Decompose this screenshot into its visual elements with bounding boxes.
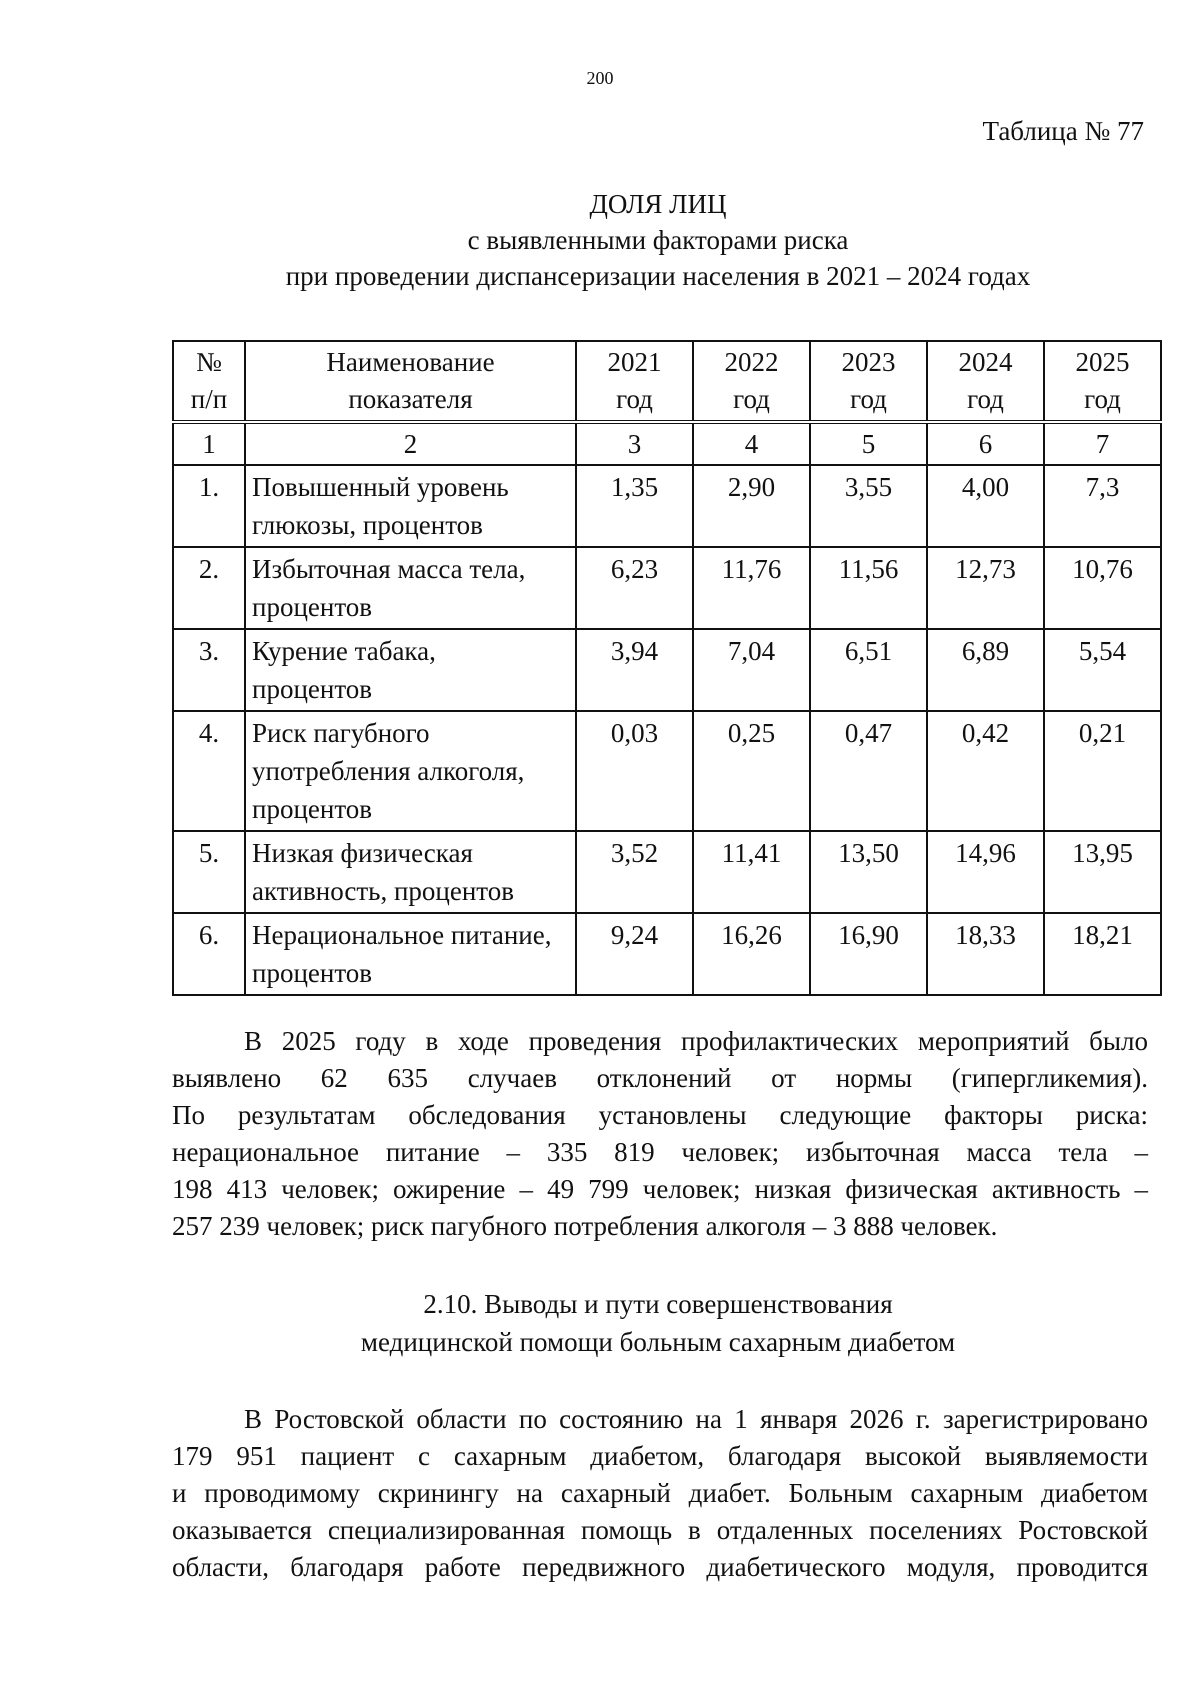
column-number-cell: 5	[810, 422, 927, 465]
value-cell: 2,90	[693, 465, 810, 547]
value-cell: 0,42	[927, 711, 1044, 831]
paragraph-line: В Ростовской области по состоянию на 1 января 2026 г. зарегистрировано	[244, 1404, 1148, 1434]
value-cell: 0,21	[1044, 711, 1161, 831]
value-cell: 0,03	[576, 711, 693, 831]
risk-factors-table	[172, 340, 1162, 996]
paragraph-line: области, благодаря работе передвижного диабетического модуля, проводится	[172, 1552, 1148, 1582]
value-cell: 14,96	[927, 831, 1044, 913]
value-cell: 3,52	[576, 831, 693, 913]
indicator-name-line: активность, процентов	[252, 876, 514, 906]
indicator-name-line: употребления алкоголя,	[252, 756, 525, 786]
header-cell: 2024 год	[927, 341, 1044, 422]
paragraph-line: По результатам обследования установлены следующие факторы риска:	[172, 1100, 1148, 1130]
table-caption: Таблица № 77	[982, 116, 1144, 146]
indicator-name-line: процентов	[252, 674, 373, 704]
value-cell: 6,51	[810, 629, 927, 711]
paragraph-line: 257 239 человек; риск пагубного потребления алкоголя – 3 888 человек.	[172, 1211, 998, 1241]
column-number-cell: 2	[245, 422, 576, 465]
column-number-row	[173, 422, 1161, 465]
table-row	[173, 547, 1161, 629]
column-number-cell: 1	[173, 422, 245, 465]
table-title-line: с выявленными факторами риска	[467, 225, 849, 255]
column-number-cell: 3	[576, 422, 693, 465]
table-row	[173, 629, 1161, 711]
indicator-name-line: Повышенный уровень	[252, 472, 509, 502]
value-cell: 16,90	[810, 913, 927, 995]
table-row	[173, 913, 1161, 995]
indicator-name-line: Курение табака,	[252, 636, 436, 666]
indicator-name-line: Нерациональное питание,	[252, 920, 552, 950]
paragraph-line: оказывается специализированная помощь в отдаленных поселениях Ростовской	[172, 1515, 1148, 1545]
value-cell: 6,23	[576, 547, 693, 629]
value-cell: 18,21	[1044, 913, 1161, 995]
indicator-name-line: Риск пагубного	[252, 718, 430, 748]
value-cell: 7,04	[693, 629, 810, 711]
header-cell: Наименование показателя	[245, 341, 576, 422]
value-cell: 4,00	[927, 465, 1044, 547]
header-cell: 2021 год	[576, 341, 693, 422]
row-number-cell: 5.	[173, 831, 245, 913]
table-header-row	[173, 341, 1161, 422]
table-title-line: при проведении диспансеризации населения в 2021 – 2024 годах	[285, 261, 1031, 291]
value-cell: 3,94	[576, 629, 693, 711]
indicator-name-line: процентов	[252, 592, 373, 622]
header-cell: 2023 год	[810, 341, 927, 422]
table-title	[158, 186, 1158, 294]
row-number-cell: 3.	[173, 629, 245, 711]
table-row	[173, 465, 1161, 547]
value-cell: 12,73	[927, 547, 1044, 629]
value-cell: 3,55	[810, 465, 927, 547]
value-cell: 5,54	[1044, 629, 1161, 711]
section-heading-line: 2.10. Выводы и пути совершенствования	[423, 1289, 893, 1319]
value-cell: 13,95	[1044, 831, 1161, 913]
value-cell: 11,76	[693, 547, 810, 629]
value-cell: 10,76	[1044, 547, 1161, 629]
indicator-name-cell	[245, 711, 576, 831]
row-number-cell: 1.	[173, 465, 245, 547]
indicator-name-cell	[245, 547, 576, 629]
indicator-name-cell	[245, 831, 576, 913]
paragraph-line: нерациональное питание – 335 819 человек; избыточная масса тела –	[172, 1137, 1148, 1167]
value-cell: 0,47	[810, 711, 927, 831]
paragraph-line: 179 951 пациент с сахарным диабетом, благодаря высокой выявляемости	[172, 1441, 1148, 1471]
column-number-cell: 7	[1044, 422, 1161, 465]
value-cell: 11,56	[810, 547, 927, 629]
indicator-name-line: процентов	[252, 958, 373, 988]
value-cell: 0,25	[693, 711, 810, 831]
value-cell: 6,89	[927, 629, 1044, 711]
section-heading	[158, 1285, 1158, 1361]
row-number-cell: 4.	[173, 711, 245, 831]
paragraph-line: 198 413 человек; ожирение – 49 799 человек; низкая физическая активность –	[172, 1174, 1148, 1204]
header-cell: № п/п	[173, 341, 245, 422]
value-cell: 7,3	[1044, 465, 1161, 547]
indicator-name-line: процентов	[252, 794, 373, 824]
value-cell: 16,26	[693, 913, 810, 995]
paragraph-line: выявлено 62 635 случаев отклонений от нормы (гипергликемия).	[172, 1063, 1148, 1093]
indicator-name-cell	[245, 913, 576, 995]
value-cell: 1,35	[576, 465, 693, 547]
value-cell: 11,41	[693, 831, 810, 913]
section-heading-line: медицинской помощи больным сахарным диабетом	[360, 1327, 956, 1357]
paragraph-risk-factors	[172, 1023, 1148, 1245]
indicator-name-line: Низкая физическая	[252, 838, 473, 868]
page-number: 200	[586, 68, 614, 88]
indicator-name-cell	[245, 629, 576, 711]
table-row	[173, 711, 1161, 831]
value-cell: 13,50	[810, 831, 927, 913]
indicator-name-line: глюкозы, процентов	[252, 510, 483, 540]
row-number-cell: 2.	[173, 547, 245, 629]
table-row	[173, 831, 1161, 913]
paragraph-diabetes	[172, 1401, 1148, 1586]
header-cell: 2025 год	[1044, 341, 1161, 422]
paragraph-line: и проводимому скринингу на сахарный диабет. Больным сахарным диабетом	[172, 1478, 1148, 1508]
value-cell: 9,24	[576, 913, 693, 995]
table-title-line: ДОЛЯ ЛИЦ	[589, 189, 727, 219]
indicator-name-line: Избыточная масса тела,	[252, 554, 526, 584]
indicator-name-cell	[245, 465, 576, 547]
row-number-cell: 6.	[173, 913, 245, 995]
column-number-cell: 4	[693, 422, 810, 465]
column-number-cell: 6	[927, 422, 1044, 465]
value-cell: 18,33	[927, 913, 1044, 995]
header-cell: 2022 год	[693, 341, 810, 422]
paragraph-line: В 2025 году в ходе проведения профилактических мероприятий было	[244, 1026, 1148, 1056]
